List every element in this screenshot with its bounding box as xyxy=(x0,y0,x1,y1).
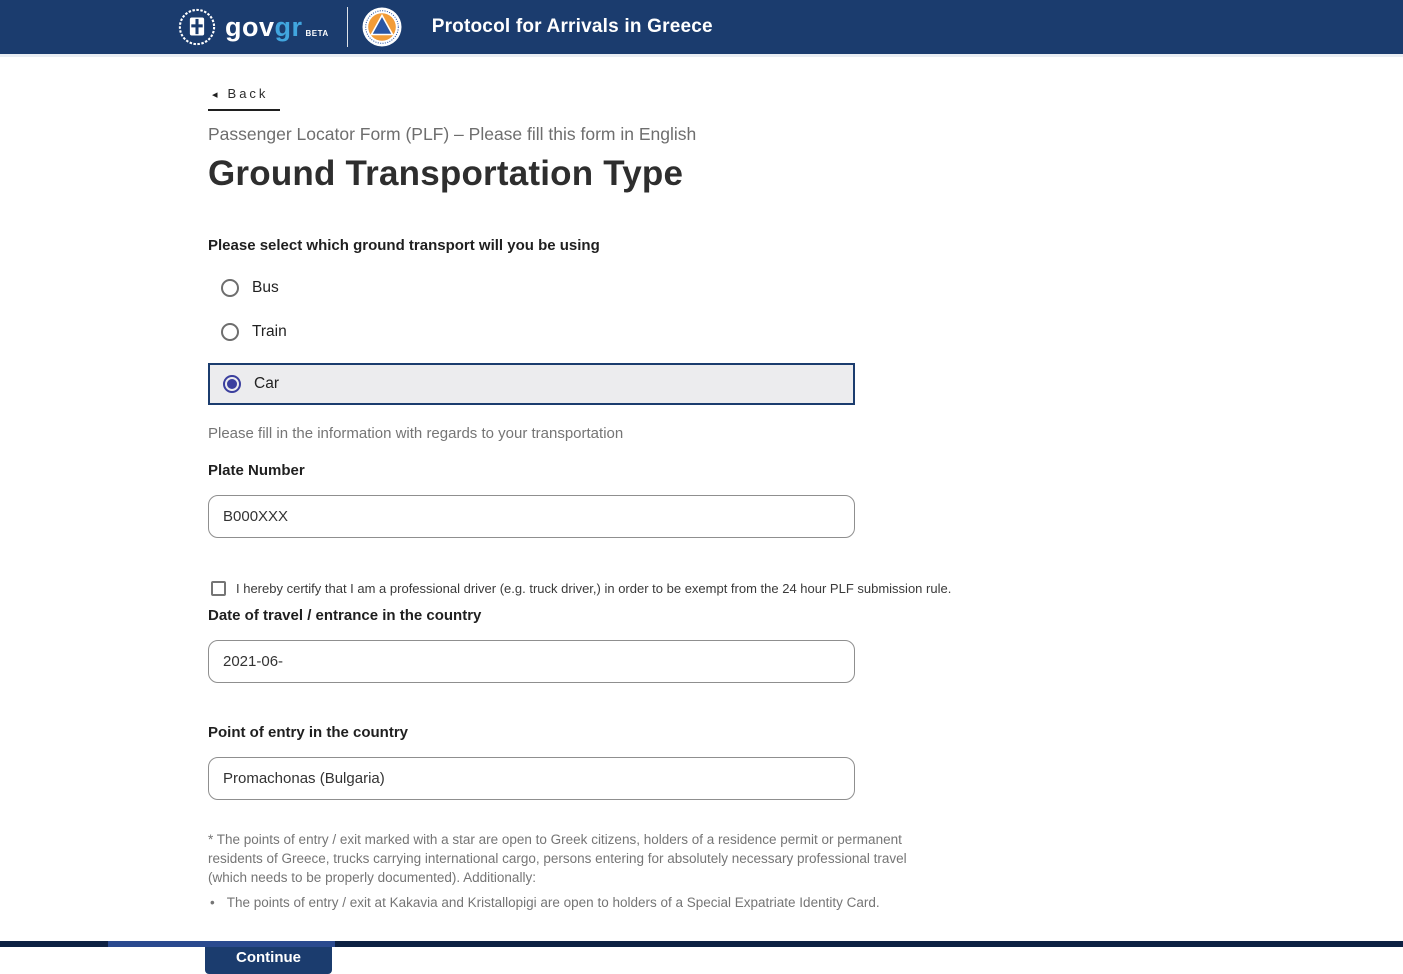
transport-info-prompt: Please fill in the information with regards to your transportation xyxy=(208,425,624,442)
bottom-scrollbar-thumb[interactable] xyxy=(108,941,335,947)
civil-protection-logo-icon xyxy=(362,7,402,47)
entry-point-input[interactable] xyxy=(208,757,855,800)
govgr-beta-badge: BETA xyxy=(305,28,329,38)
app-title: Protocol for Arrivals in Greece xyxy=(431,16,713,37)
radio-label-car: Car xyxy=(254,375,279,392)
professional-driver-checkbox-row[interactable] xyxy=(208,581,1403,596)
plate-number-input[interactable] xyxy=(208,495,855,538)
continue-button[interactable]: Continue xyxy=(205,941,332,974)
radio-button-icon[interactable] xyxy=(221,323,239,341)
radio-button-icon[interactable] xyxy=(221,279,239,297)
entry-points-note-bullet-text: The points of entry / exit at Kakavia and Kristallopigi are open to holders of a Special Expatriate Identity Card. xyxy=(226,895,880,910)
radio-label-bus: Bus xyxy=(252,279,279,296)
radio-label-train: Train xyxy=(252,323,287,340)
govgr-wordmark xyxy=(225,11,329,42)
form-page xyxy=(0,57,1403,974)
form-caption: Passenger Locator Form (PLF) – Please fill this form in English xyxy=(208,124,697,144)
radio-option-bus[interactable] xyxy=(208,278,1403,298)
govgr-gov-text: gov xyxy=(225,11,275,42)
back-label: Back xyxy=(227,86,269,101)
travel-date-input[interactable] xyxy=(208,640,855,683)
checkbox-icon[interactable] xyxy=(211,581,226,596)
travel-date-label: Date of travel / entrance in the country xyxy=(208,607,482,624)
entry-point-label: Point of entry in the country xyxy=(208,724,409,741)
header-divider xyxy=(347,7,348,47)
greek-state-emblem-icon xyxy=(178,8,216,46)
radio-option-train[interactable] xyxy=(208,322,1403,342)
app-header xyxy=(0,0,1403,57)
plate-number-label: Plate Number xyxy=(208,462,305,479)
bottom-scrollbar-track xyxy=(0,941,1403,947)
govgr-gr-text: gr xyxy=(274,11,303,42)
entry-points-note-bullet xyxy=(208,893,945,912)
radio-option-car[interactable] xyxy=(208,363,855,405)
transport-prompt: Please select which ground transport will you be using xyxy=(208,237,600,254)
bullet-icon: • xyxy=(210,895,215,910)
radio-button-selected-icon[interactable] xyxy=(223,375,241,393)
back-button[interactable] xyxy=(208,80,280,111)
page-title: Ground Transportation Type xyxy=(208,154,684,193)
professional-driver-checkbox-label: I hereby certify that I am a professional driver (e.g. truck driver,) in order to be exempt from the 24 hour PLF submission rule. xyxy=(236,581,952,596)
govgr-logo xyxy=(178,8,329,46)
back-arrow-icon: ◂ xyxy=(212,89,218,101)
entry-points-note: * The points of entry / exit marked with a star are open to Greek citizens, holders of a residence permit or permanent residents of Greece, trucks carrying international cargo, persons entering for absolutely necessary professional travel (which needs to be properly documented). Additionally: xyxy=(208,832,907,885)
